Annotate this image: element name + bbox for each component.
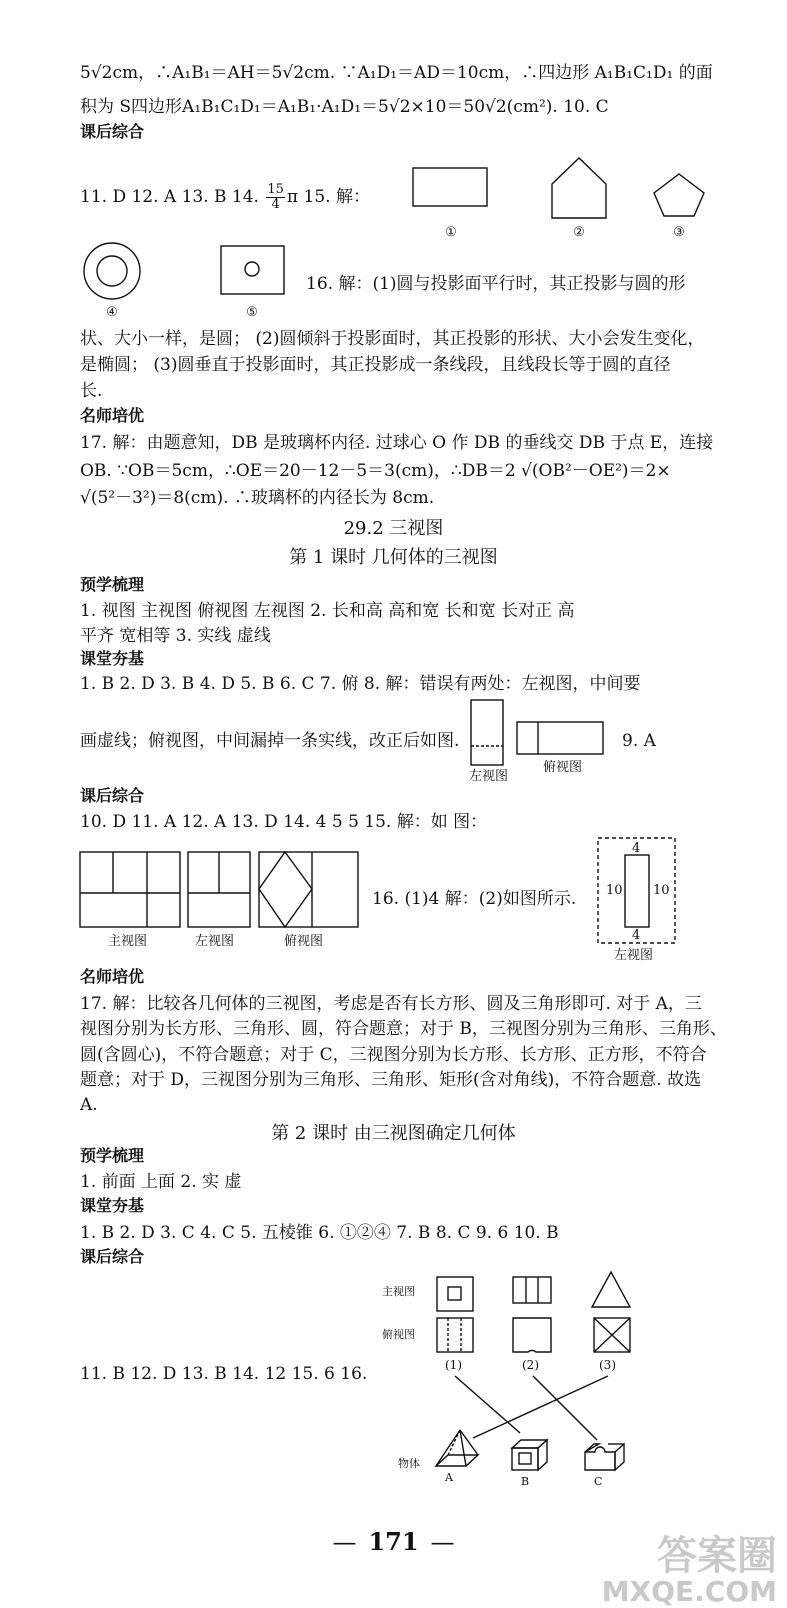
text-line: 1. B 2. D 3. C 4. C 5. 五棱锥 6. ①②④ 7. B 8. C 9. 6 10. B: [80, 1223, 559, 1243]
object-label: A: [445, 1471, 453, 1484]
text-line: 10. D 11. A 12. A 13. D 14. 4 5 5 15. 解：如 图：: [80, 812, 488, 832]
answer-text: π 15. 解：: [286, 187, 370, 207]
text-line: 题意；对于 D，三视图分别为三角形、三角形、矩形(含对角线)，不符合题意. 故选: [80, 1070, 702, 1090]
figure-caption: 左视图: [195, 934, 235, 949]
text-line: 长.: [80, 381, 103, 401]
text-line: 9. A: [622, 731, 656, 751]
text-line: 1. 视图 主视图 俯视图 左视图 2. 长和高 高和宽 长和宽 长对正 高: [80, 601, 575, 621]
inner-circle: [97, 256, 127, 286]
object-label: B: [521, 1475, 530, 1488]
fraction-denominator: 4: [271, 197, 280, 212]
text-line: 1. 前面 上面 2. 实 虚: [80, 1172, 242, 1192]
lesson-title: 第 2 课时 由三视图确定几何体: [271, 1123, 516, 1144]
text-line: 是椭圆； (3)圆垂直于投影面时，其正投影成一条线段，且线段长等于圆的直径: [80, 355, 671, 375]
text-line: 16. (1)4 解：(2)如图所示.: [372, 889, 577, 909]
row-label: 主视图: [382, 1285, 415, 1298]
dimension-label: 10: [653, 883, 670, 898]
dimension-label: 10: [606, 883, 623, 898]
text-line: 积为 S四边形A₁B₁C₁D₁＝A₁B₁·A₁D₁＝5√2×10＝50√2(cm²). 10. C: [80, 97, 609, 117]
text-line: 平齐 宽相等 3. 实线 虚线: [80, 626, 271, 646]
small-circle: [245, 262, 259, 276]
section-heading: 课堂夯基: [80, 1196, 145, 1215]
connector-1-B: [455, 1376, 520, 1433]
top-view-figure-2: [259, 852, 358, 927]
figure-label: (2): [522, 1358, 539, 1372]
answer-text: 11. D 12. A 13. B 14.: [80, 187, 265, 207]
rect-with-circle: [221, 246, 284, 294]
text-line: 画虚线；俯视图，中间漏掉一条实线，改正后如图.: [80, 731, 460, 751]
text-line: 视图分别为长方形、三角形、圆，符合题意；对于 B，三视图分别为三角形、三角形、: [80, 1019, 727, 1039]
page-dash: —: [430, 1528, 455, 1556]
top-view-figure: [517, 722, 603, 754]
dimension-label: 4: [632, 928, 641, 943]
house-pentagon-shape: [552, 158, 606, 218]
figure-caption: 左视图: [614, 948, 654, 963]
figure-caption: 左视图: [469, 769, 509, 784]
section-heading: 预学梳理: [80, 575, 145, 594]
section-heading: 预学梳理: [80, 1146, 145, 1165]
rectangle-shape: [413, 168, 487, 206]
main-view-figure: [80, 852, 180, 927]
text-line: OB. ∵OB＝5cm，∴OE＝20－12－5＝3(cm)，∴DB＝2 √(OB²－OE²)＝2×: [80, 461, 671, 481]
section-heading: 课堂夯基: [80, 649, 145, 668]
connector-3-A: [473, 1376, 608, 1438]
section-heading: 名师培优: [80, 967, 145, 986]
watermark-url: MXQE.COM: [601, 1575, 777, 1608]
text-line: 5√2cm，∴A₁B₁＝AH＝5√2cm. ∵A₁D₁＝AD＝10cm，∴四边形 A₁B₁C₁D₁ 的面: [80, 63, 713, 83]
left-view-figure-3: [625, 855, 649, 927]
figure-label: ⑤: [246, 305, 258, 320]
figure-label: ②: [573, 225, 585, 240]
left-view-figure: [471, 700, 503, 765]
figure-caption: 主视图: [108, 934, 148, 949]
main-view-2: [513, 1277, 551, 1303]
arch-block: [585, 1447, 615, 1470]
page-dash: —: [332, 1528, 357, 1556]
watermark: [602, 1535, 777, 1607]
text-line: √(5²－3²)＝8(cm). ∴玻璃杯的内径长为 8cm.: [80, 488, 435, 508]
text-line: 11. B 12. D 13. B 14. 12 15. 6 16.: [80, 1364, 368, 1384]
figure-label: ①: [445, 225, 457, 240]
watermark-text: 答案圈: [657, 1533, 777, 1579]
page-number-text: 171: [368, 1527, 419, 1556]
figure-caption: 俯视图: [284, 934, 324, 949]
figure-label: (1): [445, 1358, 462, 1372]
diamond: [259, 852, 312, 927]
text-line: 状、大小一样，是圆； (2)圆倾斜于投影面时，其正投影的形状、大小会发生变化，: [80, 329, 705, 349]
lesson-title: 第 1 课时 几何体的三视图: [289, 547, 498, 568]
figure-label: (3): [599, 1358, 616, 1372]
cube-front: [512, 1448, 538, 1470]
figure-caption: 俯视图: [543, 760, 583, 775]
outer-circle: [84, 243, 140, 299]
figure-label: ③: [673, 225, 685, 240]
row-label: 物体: [398, 1457, 420, 1470]
text-line: 17. 解：比较各几何体的三视图，考虑是否有长方形、圆及三角形即可. 对于 A，三: [80, 994, 702, 1014]
main-view-3: [592, 1272, 630, 1307]
top-view-2: [513, 1318, 551, 1352]
text-line: 16. 解：(1)圆与投影面平行时，其正投影与圆的形: [306, 274, 686, 294]
text-line: A.: [80, 1095, 98, 1115]
text-line: 17. 解：由题意知，DB 是玻璃杯内径. 过球心 O 作 DB 的垂线交 DB 于点 E，连接: [80, 433, 714, 453]
fraction-numerator: 15: [267, 182, 284, 197]
main-view-1: [437, 1277, 473, 1311]
section-heading: 名师培优: [80, 406, 145, 425]
object-label: C: [594, 1475, 603, 1488]
row-label: 俯视图: [382, 1328, 415, 1341]
section-heading: 课后综合: [80, 122, 145, 141]
figure-label: ④: [106, 305, 118, 320]
dimension-label: 4: [632, 841, 641, 856]
section-heading: 课后综合: [80, 786, 145, 805]
section-heading: 课后综合: [80, 1247, 145, 1266]
top-view-1: [437, 1318, 473, 1352]
text-line: 1. B 2. D 3. B 4. D 5. B 6. C 7. 俯 8. 解：错误有两处：左视图，中间要: [80, 674, 641, 694]
pentagon-shape: [654, 174, 704, 216]
section-title: 29.2 三视图: [343, 518, 444, 539]
text-line: 圆(含圆心)，不符合题意；对于 C，三视图分别为长方形、长方形、正方形，不符合: [80, 1045, 707, 1065]
